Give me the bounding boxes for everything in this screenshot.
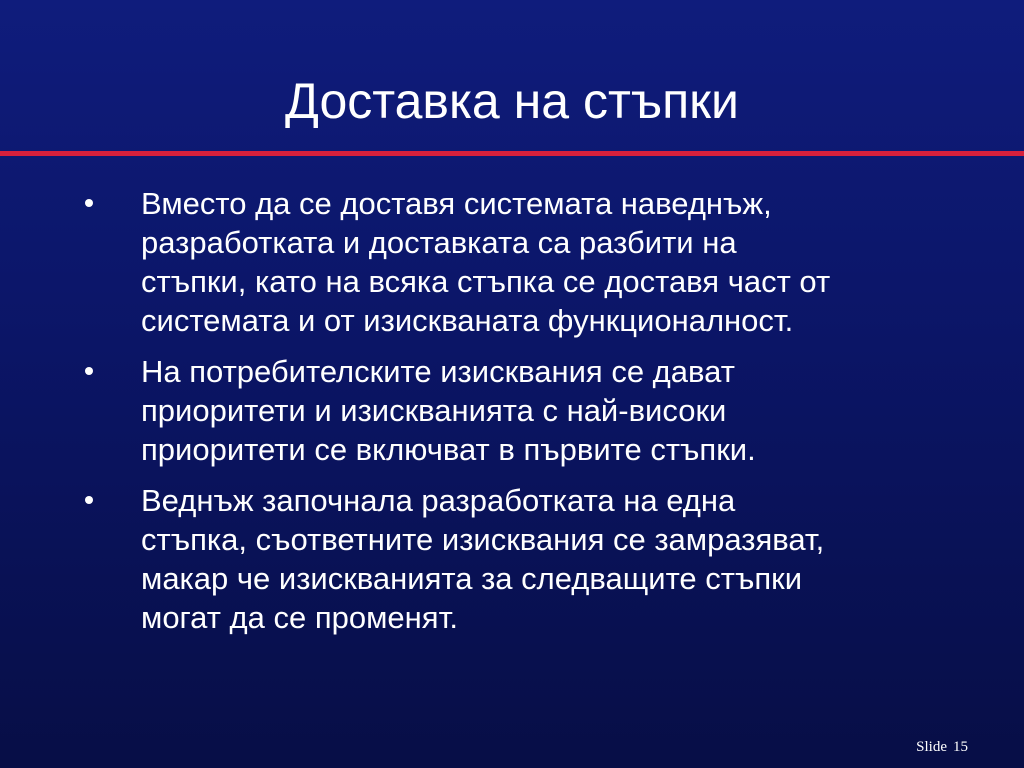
bullet-line: стъпка, съответните изисквания се замразяват, <box>141 522 825 557</box>
bullet-line: макар че изискванията за следващите стъпки <box>141 561 803 596</box>
slide-title: Доставка на стъпки <box>285 73 739 129</box>
bullet-item-2 <box>85 352 985 469</box>
bullet-line: Веднъж започнала разработката на една <box>141 483 736 518</box>
bullet-item-3 <box>85 481 985 637</box>
bullet-line: приоритети и изискванията с най-високи <box>141 393 727 428</box>
bullet-line: На потребителските изисквания се дават <box>141 354 735 389</box>
bullet-dot-icon <box>85 367 93 375</box>
bullet-list <box>85 184 985 649</box>
bullet-item-1 <box>85 184 985 340</box>
slide-footer <box>916 739 968 756</box>
bullet-line: приоритети се включват в първите стъпки. <box>141 432 756 467</box>
slide-label: Slide <box>916 739 947 755</box>
bullet-line: Вместо да се доставя системата наведнъж, <box>141 186 772 221</box>
bullet-line: стъпки, като на всяка стъпка се доставя част от <box>141 264 831 299</box>
bullet-dot-icon <box>85 496 93 504</box>
bullet-line: разработката и доставката са разбити на <box>141 225 737 260</box>
title-divider <box>0 151 1024 156</box>
bullet-line: системата и от изискваната функционалност. <box>141 303 794 338</box>
bullet-dot-icon <box>85 199 93 207</box>
bullet-line: могат да се променят. <box>141 600 458 635</box>
slide-number: 15 <box>953 739 968 755</box>
